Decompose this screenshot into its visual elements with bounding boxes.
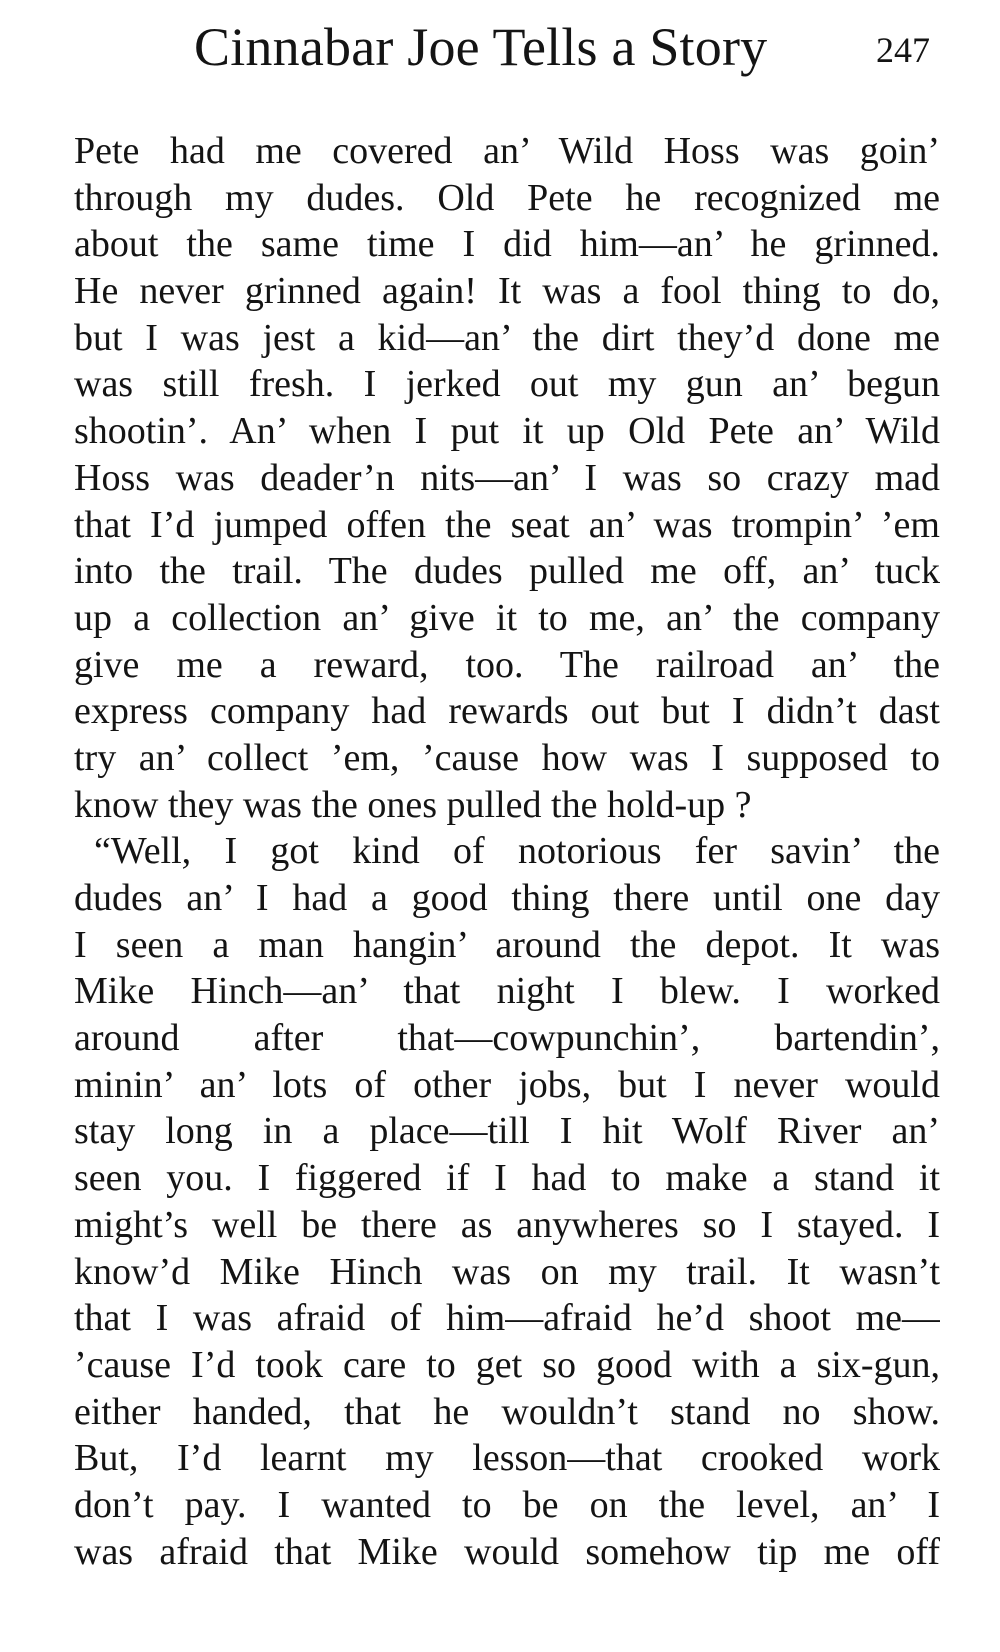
text-line: might’s well be there as anywheres so I stayed. I [74,1203,940,1246]
text-line: shootin’. An’ when I put it up Old Pete an’ Wild [74,410,940,453]
running-title: Cinnabar Joe Tells a Story [194,17,768,77]
text-line: give me a reward, too. The railroad an’ the [74,643,940,686]
text-line: Hoss was deader’n nits—an’ I was so crazy mad [74,456,940,499]
text-line: about the same time I did him—an’ he grinned. [74,223,940,266]
text-line: through my dudes. Old Pete he recognized me [74,176,940,219]
running-head [0,14,1000,84]
text-line: up a collection an’ give it to me, an’ the company [74,596,940,639]
text-line: that I’d jumped offen the seat an’ was trompin’ ’em [74,503,940,546]
text-line: dudes an’ I had a good thing there until one day [74,877,940,919]
text-line: was still fresh. I jerked out my gun an’ begun [74,363,940,406]
text-line: but I was jest a kid—an’ the dirt they’d done me [74,316,940,359]
text-line: either handed, that he wouldn’t stand no show. [74,1390,940,1433]
text-line: don’t pay. I wanted to be on the level, an’ I [74,1483,940,1526]
text-line: Pete had me covered an’ Wild Hoss was goin’ [74,130,940,172]
body-text [74,128,940,1575]
text-line: into the trail. The dudes pulled me off, an’ tuck [74,550,940,593]
text-line: that I was afraid of him—afraid he’d shoot me— [74,1297,940,1340]
text-line: was afraid that Mike would somehow tip me off [74,1530,940,1573]
text-line: I seen a man hangin’ around the depot. It was [74,923,940,966]
text-line: stay long in a place—till I hit Wolf River an’ [74,1110,940,1153]
text-line: Mike Hinch—an’ that night I blew. I worked [74,970,940,1013]
text-line: know’d Mike Hinch was on my trail. It wasn’t [74,1250,940,1293]
text-line: ’cause I’d took care to get so good with a six-gun, [74,1343,940,1386]
text-line: around after that—cowpunchin’, bartendin’, [74,1017,940,1060]
text-line: express company had rewards out but I didn’t dast [74,690,940,733]
text-line: He never grinned again! It was a fool thing to do, [74,270,940,313]
paragraph-end-line: know they was the ones pulled the hold-up ? [74,783,752,826]
paragraph-start-line: “Well, I got kind of notorious fer savin’ the [94,830,940,873]
page-number: 247 [876,30,930,70]
text-line: try an’ collect ’em, ’cause how was I supposed to [74,736,940,779]
text-line: But, I’d learnt my lesson—that crooked work [74,1437,940,1480]
text-line: minin’ an’ lots of other jobs, but I never would [74,1063,940,1106]
text-line: seen you. I figgered if I had to make a stand it [74,1157,940,1200]
